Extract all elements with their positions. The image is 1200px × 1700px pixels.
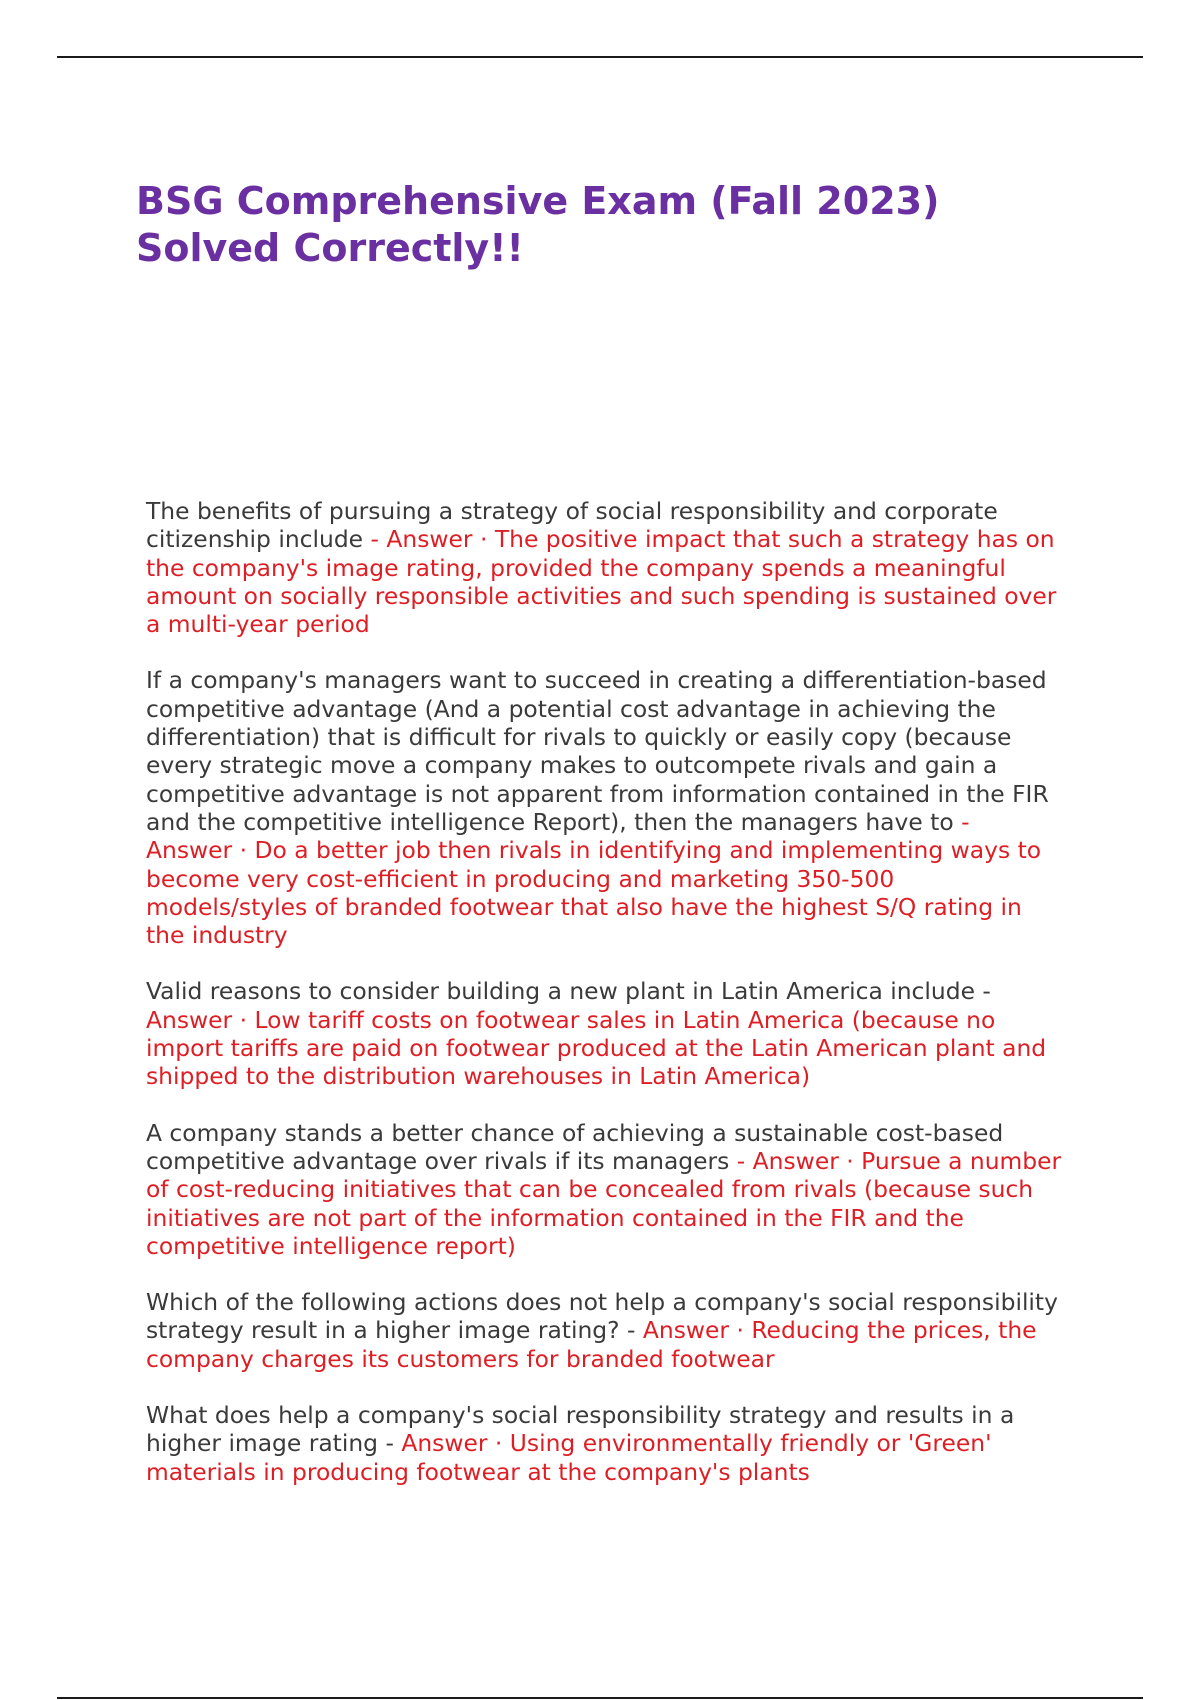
- qa-item: [146, 1401, 1062, 1486]
- qa-item: [146, 1119, 1062, 1260]
- bottom-rule: [57, 1697, 1143, 1699]
- question-text: If a company's managers want to succeed in creating a differentiation-based competitive advantage (And a potential cost advantage in achieving the differentiation) that is difficult for rivals to quickly or easily copy (because every strategic move a company makes to outcompete rivals and gain a competitive advantage is not apparent from information contained in the FIR and the competitive intelligence Report), then the managers have to: [146, 666, 1049, 836]
- answer-text: - Answer · Do a better job then rivals in identifying and implementing ways to become very cost-efficient in producing and marketing 350-500 models/styles of branded footwear that also have the highest S/Q rating in the industry: [146, 807, 1042, 950]
- top-rule: [57, 56, 1143, 58]
- answer-text: Answer · Low tariff costs on footwear sales in Latin America (because no import tariffs are paid on footwear produced at the Latin American plant and shipped to the distribution warehouses in Latin America): [146, 1005, 1047, 1091]
- question-text: Valid reasons to consider building a new plant in Latin America include -: [146, 977, 991, 1006]
- qa-list: [146, 497, 1062, 1514]
- qa-item: [146, 1288, 1062, 1373]
- answer-text: - Answer · Pursue a number of cost-reducing initiatives that can be concealed from rivals (because such initiatives are not part of the information contained in the FIR and the competitive intelligence report): [146, 1146, 1062, 1260]
- qa-item: [146, 497, 1062, 638]
- title-line-1: BSG Comprehensive Exam (Fall 2023): [136, 179, 940, 223]
- answer-text: - Answer · The positive impact that such a strategy has on the company's image rating, provided the company spends a meaningful amount on socially responsible activities and such spending is sustained over a multi-year period: [146, 525, 1057, 639]
- question-text: What does help a company's social responsibility strategy and results in a higher image rating -: [146, 1401, 1015, 1458]
- title-line-2: Solved Correctly!!: [136, 226, 524, 270]
- document-title: [136, 178, 1036, 272]
- qa-item: [146, 977, 1062, 1090]
- qa-item: [146, 666, 1062, 949]
- question-text: The benefits of pursuing a strategy of social responsibility and corporate citizenship include: [146, 497, 998, 554]
- question-text: A company stands a better chance of achieving a sustainable cost-based competitive advantage over rivals if its managers: [146, 1118, 1004, 1175]
- question-text: Which of the following actions does not help a company's social responsibility strategy result in a higher image rating? -: [146, 1288, 1058, 1345]
- answer-text: Answer · Using environmentally friendly or 'Green' materials in producing footwear at the company's plants: [146, 1429, 992, 1486]
- answer-text: Answer · Reducing the prices, the company charges its customers for branded footwear: [146, 1316, 1037, 1373]
